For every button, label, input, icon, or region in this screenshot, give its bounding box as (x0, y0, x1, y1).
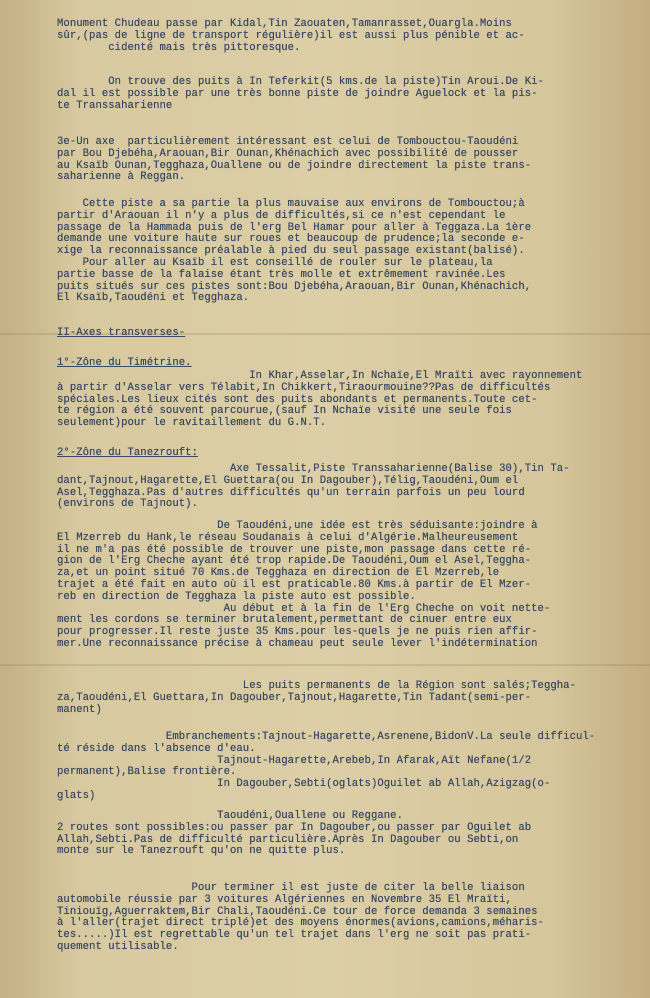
paragraph-puits-in-teferkit: On trouve des puits à In Teferkit(5 kms.de la piste)Tin Aroui.De Ki- dal il est possible par une très bonne piste de joindre Aguelock et la pis- te Transsaharienne (57, 76, 544, 112)
paper-fold (0, 664, 650, 666)
paragraph-pour-terminer: Pour terminer il est juste de citer la belle liaison automobile réussie par 3 voitures Algériennes en Novembre 35 El Mraïti, Tiniouïg,Aguerraktem,Bir Chali,Taoudéni.Ce tour de force demanda 3 semaines à l'aller(trajet direct triplé)et des moyens énormes(avions,camions,méharis- tes.....)Il est regrettable qu'un tel trajet dans l'erg ne soit pas prati- quement utilisable. (57, 882, 544, 953)
paragraph-embranchements: Embranchements:Tajnout-Hagarette,Asrenene,BidonV.La seule difficul- té réside dans l'absence d'eau. Tajnout-Hagarette,Arebeb,In Afarak,Aït Nefane(1/2 permanent),Balise frontière. In Dagouber,Sebti(oglats)Oguilet ab Allah,Azigzag(o- glats) (57, 731, 596, 802)
section-heading-axes-transverses: II-Axes transverses- (57, 327, 186, 339)
paragraph-puits-permanents: Les puits permanents de la Région sont salés;Teggha- za,Taoudéni,El Guettara,In Dagouber,Tajnout,Hagarette,Tin Tadant(semi-per- manent) (57, 680, 576, 716)
subheading-zone-tanezrouft: 2°-Zône du Tanezrouft: (57, 447, 198, 459)
paragraph-axe-tessalit: Axe Tessalit,Piste Transsaharienne(Balise 30),Tin Ta- dant,Tajnout,Hagarette,El Guettara(ou In Dagouber),Télig,Taoudéni,Oum el Asel,Tegghaza.Pas d'autres difficultés qu'un terrain parfois un peu lourd (environs de Tajnout). (57, 463, 570, 511)
subheading-zone-timetrine: 1°-Zône du Timétrine. (57, 357, 192, 369)
paragraph-monument-chudeau: Monument Chudeau passe par Kidal,Tin Zaouaten,Tamanrasset,Ouargla.Moins sûr,(pas de ligne de transport régulière)il est aussi plus pénible et ac- cidenté mais très pittoresque. (57, 18, 525, 54)
paragraph-taoudeni-ouallene: Taoudéni,Ouallene ou Reggane. 2 routes sont possibles:ou passer par In Dagouber,ou passer par Oguilet ab Allah,Sebti.Pas de difficulté particulière.Après In Dagouber ou Sebti,on monte sur le Tanezrouft qu'on ne quitte plus. (57, 810, 532, 858)
paragraph-de-taoudeni-idee: De Taoudéni,une idée est très séduisante:joindre à El Mzerreb du Hank,le réseau Soudanais à celui d'Algérie.Malheureusement il ne m'a pas été possible de trouver une piste,mon passage dans cette ré- gion de l'Erg Cheche ayant été trop rapide.De Taoudéni,Oum el Asel,Teggha- za,et un point situé 70 Kms.de Tegghaza en direction de El Mzerreb,le trajet a été fait en auto où il est praticable.80 Kms.à partir de El Mzer- reb en direction de Tegghaza la piste auto est possible. Au début et à la fin de l'Erg Cheche on voit nette- ment les cordons se terminer brutalement,permettant de cinuer entre eux pour progresser.Il reste juste 35 Kms.pour les-quels je ne puis rien affir- mer.Une reconnaissance précise à chameau peut seule lever l'indétermination (57, 520, 551, 650)
paragraph-in-khar-asselar: In Khar,Asselar,In Nchaïe,El Mraïti avec rayonnement à partir d'Asselar vers Télabit,In Chikkert,Tiraourmouine??Pas de difficultés spéciales.Les lieux cités sont des puits abondants et permanents.Toute cet- te région a été souvent parcourue,(sauf In Nchaïe visité une seule fois seulement)pour le ravitaillement du G.N.T. (57, 370, 583, 430)
paragraph-piste-partie-mauvaise: Cette piste a sa partie la plus mauvaise aux environs de Tombouctou;à partir d'Araouan il n'y a plus de difficultés,si ce n'est cependant le passage de la Hammada puis de l'erg Bel Hamar pour aller à Teggaza.La 1ère demande une voiture haute sur roues et beaucoup de prudence;la seconde e- xige la reconnaissance préalable à pied du seul passage existant(balisé). Pour aller au Ksaïb il est conseillé de rouler sur le plateau,la partie basse de la falaise étant très molle et extrêmement ravinée.Les puits situés sur ces pistes sont:Bou Djebéha,Araouan,Bir Ounan,Khénachich, El Ksaïb,Taoudéni et Tegghaza. (57, 198, 532, 305)
paragraph-axe-tombouctou-taoudeni: 3e-Un axe particulièrement intéressant est celui de Tombouctou-Taoudéni par Bou Djebéha,Araouan,Bir Ounan,Khénachich avec possibilité de pousser au Ksaïb Ounan,Tegghaza,Ouallene ou de joindre directement la piste trans- saharienne à Reggan. (57, 136, 532, 184)
